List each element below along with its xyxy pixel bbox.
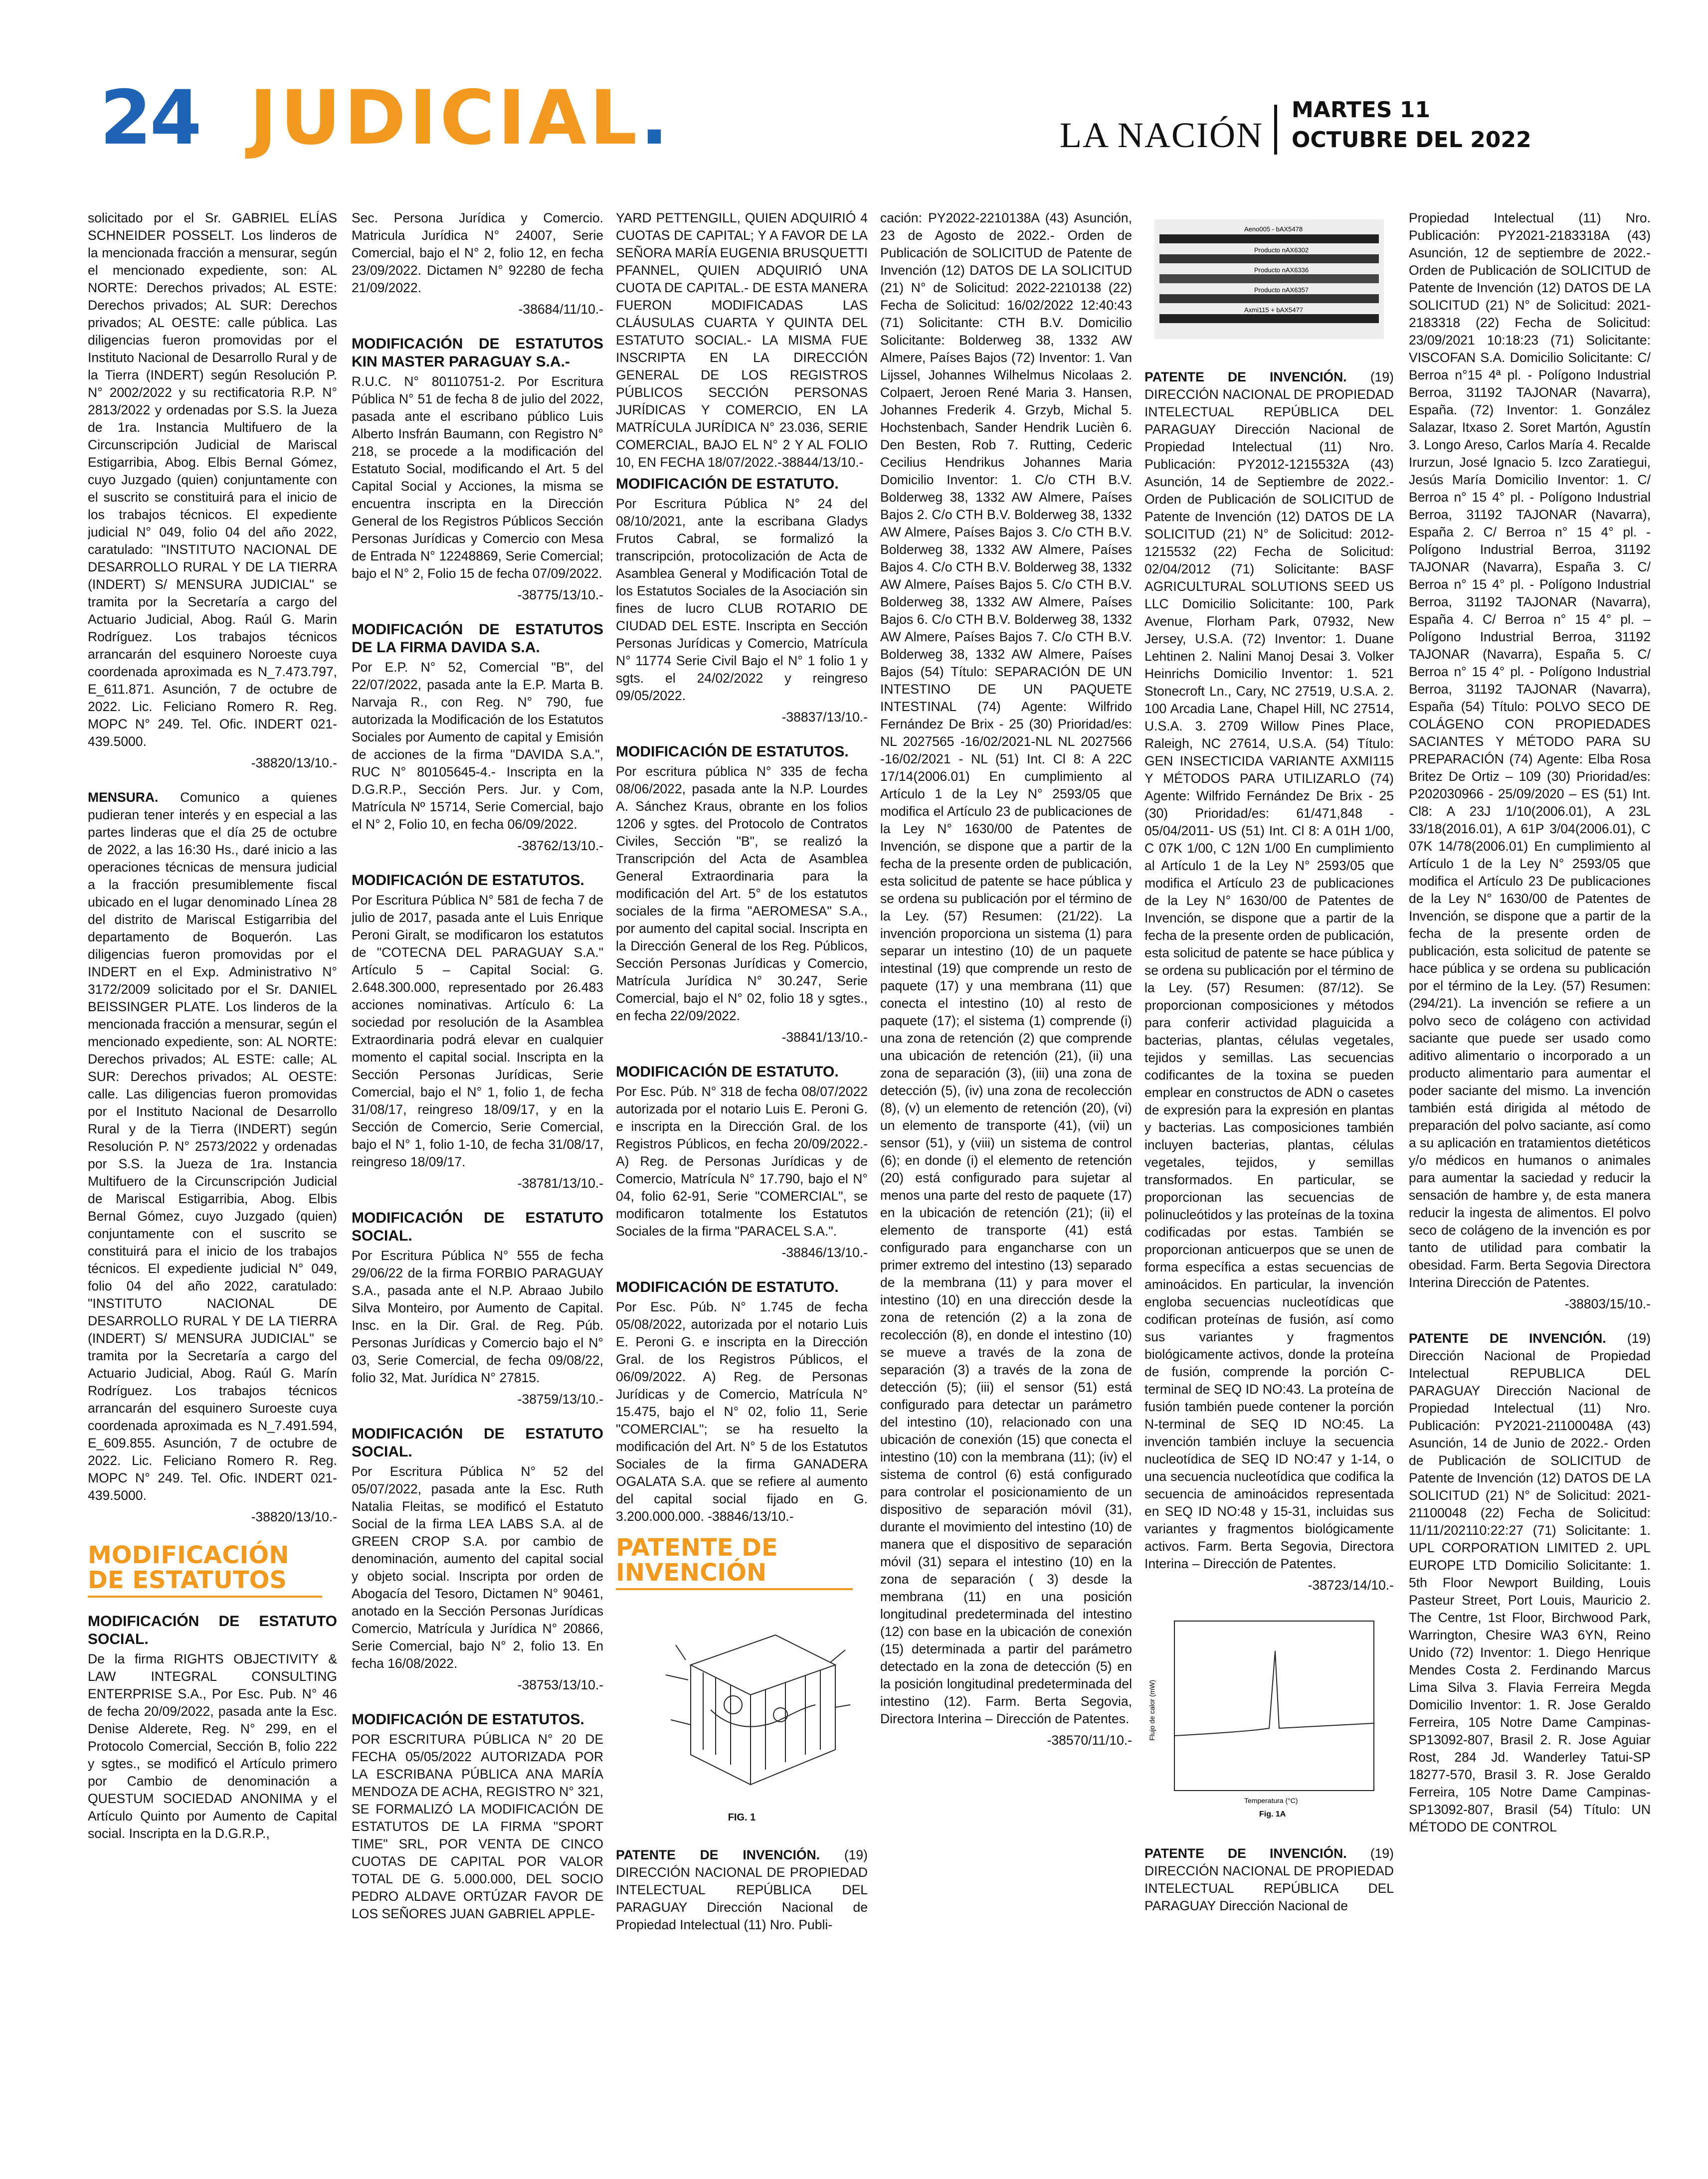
section-header-rule (616, 1588, 853, 1590)
notice-heading: MODIFICACIÓN DE ESTATUTO SOCIAL. (352, 1210, 603, 1244)
figure-caption: FIG. 1 (728, 1812, 756, 1823)
notice-ref: -38723/14/10.- (1308, 1578, 1394, 1593)
column-2 (352, 209, 603, 2154)
notice-text: Por Escritura Pública N° 555 de fecha 29/06/22 de la firma FORBIO PARAGUAY S.A., pasada ante el N.P. Abraao Jubilo Silva Monteiro, por Aumento de Capital. Insc. en la Dir. Gral. de Reg. Púb. Personas Jurídicas y Comercio bajo el N° 03, Serie Comercial, de fecha 09/08/22, folio 32, Mat. Jurídica N° 27815. (352, 1248, 603, 1385)
notice-heading: MODIFICACIÓN DE ESTATUTO. (616, 1279, 839, 1295)
notice-ref: -38775/13/10.- (517, 587, 603, 602)
patent-figure-machine (616, 1605, 868, 1826)
notice-text: Por E.P. N° 52, Comercial "B", del 22/07/2022, pasada ante la E.P. Marta B. Narvaja R., con Reg. N° 790, fue autorizada la Modificación de los Estatutos Sociales por Aumento de capital y Emisión de acciones de la firma "DAVIDA S.A.", RUC N° 80105645-4.- Inscripta en la D.G.R.P., Sección Pers. Jur. y Com, Matrícula Nº 15714, Serie Comercial, bajo el N° 2, Folio 10, en fecha 06/09/2022. (352, 660, 603, 832)
notice-text: Propiedad Intelectual (11) Nro. Publicación: PY2021-2183318A (43) Asunción, 12 de septiembre de 2022.- Orden de Publicación de SOLICITUD de Patente de Invención (12) DATOS DE LA SOLICITUD (21) N° de Solicitud: 2021-2183318 (22) Fecha de Solicitud: 23/09/2021 10:18:23 (71) Solicitante: VISCOFAN S.A. Domicilio Solicitante: C/ Berroa n°15 4ª pl. - Polígono Industrial Berroa, 31192 TAJONAR (Navarra), España. (72) Inventor: 1. González Salazar, Itxaso 2. Soret Martón, Agustín 3. Longo Areso, Carlos María 4. Recalde Irurzun, José Ignacio 5. Izco Zaratiegui, Jesús María Domicilio Inventor: 1. C/ Berroa n° 15 4° pl. - Polígono Industrial Berroa, 31192 TAJONAR (Navarra), España 2. C/ Berroa n° 15 4° pl. - Polígono Industrial Berroa, 31192 TAJONAR (Navarra), España 3. C/ Berroa n° 15 4° pl. - Polígono Industrial Berroa, 31192 TAJONAR (Navarra), España 4. C/ Berroa n° 15 4° pl. – Polígono Industrial Berroa, 31192 TAJONAR (Navarra), España 5. C/ Berroa n° 15 4° pl. - Polígono Industrial Berroa, 31192 TAJONAR (Navarra), España (54) Título: POLVO SECO DE COLÁGENO CON PROPIEDADES SACIANTES Y MÉTODO PARA SU PREPARACIÓN (74) Agente: Elba Rosa Britez De Ortiz – 109 (30) Prioridad/es: P202030966 - 25/09/2020 – ES (51) Int. Cl8: A 23J 1/10(2006.01), A 23L 33/18(2016.01), A 61P 3/04(2006.01), C 07K 14/78(2006.01) En cumplimiento al Artículo 1 de la Ley N° 2593/05 que modifica el Artículo 23 De publicaciones de la Ley N° 1630/00 de Patentes de Invención, se dispone que a partir de la fecha de la presente orden de publicación, esta solicitud de patente se hace pública y se ordena su publicación por el término de la Ley. (57) Resumen: (294/21). La invención se refiere a un polvo seco de colágeno con actividad saciante que puede ser usado como aditivo alimentario o incorporado a un producto alimentario para aumentar el poder saciante del mismo. La invención también está dirigida al método de preparación del polvo saciante, así como a su aplicación en tratamientos dietéticos y/o médicos en humanos o animales para aumentar la saciedad y reducir la sensación de hambre y, de esta manera reducir la ingesta de alimentos. El polvo seco de colágeno de la invención es por tanto de utilidad para combatir la obesidad. Farm. Berta Segovia Directora Interina Dirección de Patentes. (1409, 210, 1651, 1290)
notice-ref: -38762/13/10.- (517, 838, 603, 853)
section-title-text: JUDICIAL (249, 75, 640, 162)
column-5 (1144, 209, 1394, 2154)
y-axis-label: Flujo de calor (mW) (1148, 1679, 1156, 1741)
column-6 (1409, 209, 1651, 2154)
notice-text (88, 789, 337, 1504)
section-header-modificacion (88, 1543, 337, 1593)
notice-text (1144, 1845, 1394, 1915)
notice-ref: -38820/13/10.- (251, 1509, 337, 1524)
notice-body: (19) DIRECCIÓN NACIONAL DE PROPIEDAD INTELECTUAL REPÚBLICA DEL PARAGUAY Dirección Nacional de Propiedad Intelectual (11) Nro. Publi- (616, 1847, 868, 1932)
machine-drawing (616, 1605, 865, 1805)
notice-heading: MODIFICACIÓN DE ESTATUTOS. (352, 872, 584, 889)
notice-heading: MODIFICACIÓN DE ESTATUTO SOCIAL. (88, 1613, 337, 1647)
section-header-line: PATENTE DE (616, 1534, 778, 1562)
patent-figure-gel (1144, 214, 1394, 349)
gel-label: Aeno005 - bAX5478 (1244, 225, 1303, 233)
gel-image (1144, 214, 1394, 344)
notice-text: Por Esc. Púb. N° 318 de fecha 08/07/2022 autorizada por el notario Luis E. Peroni G. e inscripta en la Dirección Gral. de los Registros Públicos, en fecha 20/09/2022.- A) Reg. de Personas Jurídicas y de Comercio, Matrícula N° 17.790, bajo el N° 04, folio 62-91, Serie "COMERCIAL", se modificaron totalmente los Estatutos Sociales de la firma "PARACEL S.A.". (616, 1084, 868, 1239)
figure-caption: Fig. 1A (1259, 1810, 1286, 1818)
notice-ref: -38759/13/10.- (517, 1392, 603, 1407)
notice-text (1409, 1330, 1651, 1836)
notice-lead: PATENTE DE INVENCIÓN. (1144, 1846, 1347, 1861)
section-title-dot: . (640, 75, 672, 162)
notice-heading: MODIFICACIÓN DE ESTATUTOS KIN MASTER PARAGUAY S.A.- (352, 336, 603, 370)
section-header-line: INVENCIÓN (616, 1559, 767, 1587)
notice-ref: -38781/13/10.- (517, 1176, 603, 1191)
notice-text: POR ESCRITURA PÚBLICA N° 20 DE FECHA 05/05/2022 AUTORIZADA POR LA ESCRIBANA PÚBLICA ANA MARÍA MENDOZA DE ACHA, REGISTRO N° 321, SE FORMALIZÓ LA MODIFICACIÓN DE ESTATUTOS DE LA FIRMA "SPORT TIME" SRL, POR VENTA DE CINCO CUOTAS DE CAPITAL POR VALOR TOTAL DE G. 5.000.000, DEL SOCIO PEDRO ALDAVE ORTÚZAR FAVOR DE LOS SEÑORES JUAN GABRIEL APPLE- (352, 1732, 603, 1921)
gel-label: Producto nAX6336 (1254, 266, 1309, 274)
notice-lead: MENSURA. (88, 790, 159, 805)
notice-heading: MODIFICACIÓN DE ESTATUTOS DE LA FIRMA DAVIDA S.A. (352, 621, 603, 656)
notice-heading: MODIFICACIÓN DE ESTATUTO. (616, 1064, 839, 1080)
section-title (249, 75, 671, 162)
section-header-rule (88, 1596, 322, 1598)
notice-text: Por Escritura Pública N° 581 de fecha 7 de julio de 2017, pasada ante el Luis Enrique Peroni Giralt, se modificaron los estatutos de "COTECNA DEL PARAGUAY S.A." Artículo 5 – Capital Social: G. 2.648.300.000, representado por 26.483 acciones nominativas. Artículo 6: La sociedad por resolución de la Asamblea Extraordinaria podrá elevar en cualquier momento el capital social. Inscripta en la Sección Personas Jurídicas, Serie Comercial, bajo el N° 1, folio 1, de fecha 31/08/17, reingreso 18/09/17, y en la Sección de Comercio, Serie Comercial, bajo el N° 1, folio 1-10, de fecha 31/08/17, reingreso 18/09/17. (352, 893, 603, 1169)
notice-heading: MODIFICACIÓN DE ESTATUTO SOCIAL. (352, 1426, 603, 1460)
section-header-patente (616, 1535, 868, 1585)
notice-body: (19) DIRECCIÓN NACIONAL DE PROPIEDAD INTELECTUAL REPÚBLICA DEL PARAGUAY Dirección Nacional de (1144, 1846, 1394, 1913)
gel-label: Producto nAX6302 (1254, 246, 1309, 254)
notice-body: (19) Dirección Nacional de Propiedad Intelectual REPUBLICA DEL PARAGUAY Dirección Nacional de Propiedad Intelectual (11) Nro. Publicación: PY2021-21100048A (43) Asunción, 14 de Junio de 2022.- Orden de Publicación de SOLICITUD de Patente de Invención (12) DATOS DE LA SOLICITUD (21) N° de Solicitud: 2021-21100048 (22) Fecha de Solicitud: 11/11/202110:22:27 (71) Solicitante: 1. UPL CORPORATION LIMITED 2. UPL EUROPE LTD Domicilio Solicitante: 1. 5th Floor Newport Building, Louis Pasteur Street, Port Louis, Mauricio 2. The Centre, 1st Floor, Birchwood Park, Warrington, Chesire WA3 6YN, Reino Unido (72) Inventor: 1. Diego Henrique Mendes Costa 2. Ferdinando Marcus Lima Silva 3. Flavia Ferreira Megda Domicilio Inventor: 1. R. Jose Geraldo Ferreira, 105 Notre Dame Campinas-SP13092-807, Brasil 2. R. Jose Aguiar Rost, 284 Jd. Wanderley Tatui-SP 18277-570, Brasil 3. R. Jose Geraldo Ferreira, 105 Notre Dame Campinas-SP13092-807, Brasil (54) Título: UN MÉTODO DE CONTROL (1409, 1331, 1651, 1834)
issue-day: MARTES 11 (1292, 97, 1431, 123)
notice-lead: PATENTE DE INVENCIÓN. (616, 1847, 820, 1862)
notice-ref: -38803/15/10.- (1564, 1296, 1651, 1311)
newspaper-logo: LA NACIÓN (1060, 115, 1263, 155)
column-4 (880, 209, 1132, 2154)
notice-text: cación: PY2022-2210138A (43) Asunción, 23 de Agosto de 2022.- Orden de Publicación de SOLICITUD de Patente de Invención (12) DATOS DE LA SOLICITUD (21) N° de Solicitud: 2022-2210138 (22) Fecha de Solicitud: 16/02/2022 12:40:43 (71) Solicitante: CTH B.V. Domicilio Solicitante: Bolderweg 38, 1332 AW Almere, Países Bajos (72) Inventor: 1. Van Lijssel, Johannes Wilhelmus Nicolaas 2. Colpaert, Jeroen René Maria 3. Hansen, Johannes Frederik 4. Grzyb, Michal 5. Hochstenbach, Sander Hendrik Lucièn 6. Den Besten, Rob 7. Rutting, Cederic Cecilius Hendrikus Johannes Maria Domicilio Inventor: 1. C/o CTH B.V. Bolderweg 38, 1332 AW Almere, Países Bajos 2. C/o CTH B.V. Bolderweg 38, 1332 AW Almere, Países Bajos 3. C/o CTH B.V. Bolderweg 38, 1332 AW Almere, Países Bajos 4. C/o CTH B.V. Bolderweg 38, 1332 AW Almere, Países Bajos 5. C/o CTH B.V. Bolderweg 38, 1332 AW Almere, Países Bajos 6. C/o CTH B.V. Bolderweg 38, 1332 AW Almere, Países Bajos 7. C/o CTH B.V. Bolderweg 38, 1332 AW Almere, Países Bajos (54) Título: SEPARACIÓN DE UN INTESTINO DE UN PAQUETE INTESTINAL (74) Agente: Wilfrido Fernández De Brix - 25 (30) Prioridad/es: NL 2027565 -16/02/2021-NL NL 2027566 -16/02/2021 - NL (51) Int. Cl 8: A 22C 17/14(2006.01) En cumplimiento al Artículo 1 de la Ley N° 2593/05 que modifica el Artículo 23 de publicaciones de la Ley N° 1630/00 de Patentes de Invención, se dispone que a partir de la fecha de la presente orden de publicación, esta solicitud de patente se hace pública y se ordena su publicación por el término de la Ley. (57) Resumen: (21/22). La invención proporciona un sistema (1) para separar un intestino (10) de un paquete intestinal (19) que comprende un resto de paquete (17) y una membrana (11) que conecta el intestino (10) al resto de paquete (17); el sistema (1) comprende (i) una zona de retención (2) que comprende una ubicación de retención (21), (ii) una zona de separación (3), (iii) una zona de detección (5), (iv) una zona de recolección (8), (v) un elemento de retención (20), (vi) un elemento de transporte (41), (vii) un sensor (51), y (viii) un sistema de control (6); en donde (i) el elemento de retención (20) está configurado para sujetar al menos una parte del resto de paquete (17) en la ubicación de retención (21); (ii) el elemento de transporte (41) está configurado para engancharse con un primer extremo del intestino (13) separado de la membrana (11) y para mover el intestino (10) en una dirección desde la zona de retención (2) a la zona de recolección (8), en donde el intestino (10) se mueve a través de la zona de separación (3) a través de la zona de detección (5); (iii) el sensor (51) está configurado para detectar un parámetro del intestino (10), relacionado con una ubicación de conexión (15) que conecta el intestino (10) con la membrana (11); (iv) el sistema de control (6) está configurado para controlar el posicionamiento de un dispositivo de separación móvil (31), durante el movimiento del intestino (10) de manera que el dispositivo de separación móvil (31) separa el intestino (10) en la zona de separación ( 3) desde la membrana (11) en una posición longitudinal predeterminada del intestino (12) con base en la ubicación de conexión (15) determinada a partir del parámetro detectado en la zona de detección (5) en la posición longitudinal predeterminada del intestino (12). Farm. Berta Segovia, Directora Interina – Dirección de Patentes. (880, 210, 1132, 1726)
notice-ref: -38684/11/10.- (518, 302, 603, 317)
notice-ref: -38570/11/10.- (1047, 1733, 1132, 1748)
notice-heading: MODIFICACIÓN DE ESTATUTOS. (352, 1711, 584, 1728)
column-3 (616, 209, 868, 2154)
notice-lead: PATENTE DE INVENCIÓN. (1409, 1331, 1606, 1346)
page-number: 24 (100, 75, 200, 162)
notice-text: De la firma RIGHTS OBJECTIVITY & LAW INTEGRAL CONSULTING ENTERPRISE S.A., Por Esc. Pub. N° 46 de fecha 20/09/2022, pasada ante la Esc. Denise Alderete, Reg. N° 299, en el Protocolo Comercial, Sección B, folio 222 y sgtes., se modificó el Artículo primero por Cambio de denominación a QUESTUM SOCIEDAD ANONIMA y el Artículo Quinto por Aumento de Capital social. Inscripta en la D.G.R.P., (88, 1651, 337, 1841)
x-axis-label: Temperatura (°C) (1244, 1797, 1298, 1805)
notice-text (1144, 368, 1394, 1573)
notice-heading: MODIFICACIÓN DE ESTATUTO. (616, 476, 839, 492)
notice-text: Sec. Persona Jurídica y Comercio. Matricula Jurídica N° 24007, Serie Comercial, bajo el N° 2, folio 12, en fecha 23/09/2022. Dictamen N° 92280 de fecha 21/09/2022. (352, 210, 603, 295)
column-1 (88, 209, 337, 2154)
notice-text: solicitado por el Sr. GABRIEL ELÍAS SCHNEIDER POSSELT. Los linderos de la mencionada fracción a mensurar, según el mencionado expediente, son: AL NORTE: Derechos privados; AL ESTE: Derechos privados; AL SUR: Derechos privados; AL OESTE: calle pública. Las diligencias fueron promovidas por el Instituto Nacional de Desarrollo Rural y de la Tierra (INDERT) según Resolución P. N° 2002/2022 y su rectificatoria R.P. N° 2813/2022 y ordenadas por S.S. la Jueza de 1ra. Instancia Multifuero de la Circunscripción Judicial de Mariscal Estigarribia, Abog. Elbis Bernal Gómez, cuyo Juzgado (quien) conjuntamente con el suscrito se constituirá para el inicio de los trabajos técnicos. El expediente judicial N° 049, folio 04 del año 2022, caratulado: "INSTITUTO NACIONAL DE DESARROLLO RURAL Y DE LA TIERRA (INDERT) S/ MENSURA JUDICIAL" se tramita por la Secretaría a cargo del Actuario Judicial, Abog. Raúl G. Marin Rodríguez. Los trabajos técnicos arrancarán del esquinero Noroeste cuya coordenada aproximada es N_7.473.797, E_611.871. Asunción, 7 de octubre de 2022. Lic. Feliciano Romero R. Reg. MOPC N° 249. Tel. Ofic. INDERT 021-439.5000. (88, 210, 337, 749)
notice-text: Por escritura pública N° 335 de fecha 08/06/2022, pasada ante la N.P. Lourdes A. Sánchez Kraus, obrante en los folios 1206 y sgtes. del Protocolo de Contratos Civiles, Sección "B", se realizó la Transcripción del Acta de Asamblea General Extraordinaria para la modificación del Art. 5° de los estatutos sociales de la firma "AEROMESA" S.A., por aumento del capital social. Inscripta en la Dirección General de los Reg. Públicos, Sección Personas Jurídicas y Comercio, Matrícula Jurídica N° 30.247, Serie Comercial, bajo el N° 02, folio 18 y sgtes., en fecha 22/09/2022. (616, 764, 868, 1023)
header-divider (1274, 105, 1277, 155)
section-header-line: DE ESTATUTOS (88, 1566, 287, 1594)
notice-text: R.U.C. N° 80110751-2. Por Escritura Pública N° 51 de fecha 8 de julio del 2022, pasada ante el escribano público Luis Alberto Insfrán Baumann, con Registro N° 218, se procede a la modificación del Estatuto Social, modificando el Art. 5 del Capital Social y Acciones, la misma se encuentra inscripta en la Dirección General de los Registros Públicos Sección Personas Jurídicas y Comercio con Mesa de Entrada N° 12248869, Serie Comercial; bajo el N° 2, Folio 15 de fecha 07/09/2022. (352, 374, 603, 581)
notice-body: Comunico a quienes pudieran tener interés y en especial a las partes linderas que el día 25 de octubre de 2022, a las 16:30 Hs., daré inicio a las operaciones técnicas de mensura judicial a la fracción presumiblemente fiscal ubicado en el lugar denominado Línea 28 del distrito de Mariscal Estigarribia del departamento de Boquerón. Las diligencias fueron promovidas por el INDERT en el Exp. Administrativo N° 3172/2009 solicitado por el Sr. DANIEL BEISSINGER PLATE. Los linderos de la mencionada fracción a mensurar, según el mencionado expediente, son: AL NORTE: Derechos privados; AL ESTE: calle; AL SUR: Derechos privados; AL OESTE: calle. Las diligencias fueron promovidas por el Instituto Nacional de Desarrollo Rural y de la Tierra (INDERT) según Resolución P. N° 2573/2022 y ordenadas por S.S. la Jueza de 1ra. Instancia Multifuero de la Circunscripción Judicial de Mariscal Estigarribia, Abog. Elbis Bernal Gómez, cuyo Juzgado (quien) conjuntamente con el suscrito se constituirá para el inicio de los trabajos técnicos. El expediente judicial N° 049, folio 04 del año 2022, caratulado: "INSTITUTO NACIONAL DE DESARROLLO RURAL Y DE LA TIERRA (INDERT) S/ MENSURA JUDICIAL" se tramita por la Secretaría a cargo del Actuario Judicial, Abog. Raúl G. Marín Rodríguez. Los trabajos técnicos arrancarán del esquinero Suroeste cuya coordenada aproximada es N_7.491.594, E_609.855. Asunción, 7 de octubre de 2022. Lic. Feliciano Romero R. Reg. MOPC N° 249. Tel. Ofic. INDERT 021-439.5000. (88, 790, 337, 1503)
notice-ref: -38846/13/10.- (781, 1245, 868, 1260)
issue-date: OCTUBRE DEL 2022 (1292, 127, 1531, 153)
notice-text: Por Escritura Pública N° 24 del 08/10/2021, ante la escribana Gladys Frutos Cabral, se formalizó la transcripción, protocolización de Acta de Asamblea General y Modificación Total de los Estatutos Sociales de la Asociación sin fines de lucro CLUB ROTARIO DE CIUDAD DEL ESTE. Inscripta en Sección Personas Jurídicas y Comercio, Matrícula N° 11774 Serie Civil Bajo el N° 1 folio 1 y sgts. el 24/02/2022 y reingreso 09/05/2022. (616, 496, 868, 703)
notice-text: Por Esc. Púb. N° 1.745 de fecha 05/08/2022, autorizada por el notario Luis E. Peroni G. e inscripta en la Dirección Gral. de los Registros Públicos, el 06/09/2022. A) Reg. de Personas Jurídicas y de Comercio, Matrícula N° 15.475, bajo el N° 02, folio 11, Serie "COMERCIAL"; se ha resuelto la modificación del Art. N° 5 de los Estatutos Sociales de la firma GANADERA OGALATA S.A. que se refiere al aumento del capital social fijado en G. 3.200.000.000. -38846/13/10.- (616, 1299, 868, 1524)
notice-lead: PATENTE DE INVENCIÓN. (1144, 369, 1347, 384)
gel-label: Axmi115 + bAX5477 (1244, 306, 1303, 314)
gel-label: Producto nAX6357 (1254, 286, 1309, 294)
notice-heading: MODIFICACIÓN DE ESTATUTOS. (616, 743, 849, 760)
section-header-line: MODIFICACIÓN (88, 1541, 289, 1569)
page-header (0, 0, 1708, 160)
notice-text: Por Escritura Pública N° 52 del 05/07/2022, pasada ante la Esc. Ruth Natalia Fleitas, se modificó el Estatuto Social de la firma LEA LABS S.A. al de GREEN CROP S.A. por cambio de denominación, aumento del capital social y objeto social. Inscripta por orden de Abogacía del Tesoro, Dictamen N° 90461, anotado en la Sección Personas Jurídicas Comercio, Matrícula y Jurídica N° 20866, Serie Comercial, bajo N° 2, folio 13. En fecha 16/08/2022. (352, 1464, 603, 1671)
notice-ref: -38837/13/10.- (781, 710, 868, 725)
notice-ref: -38841/13/10.- (781, 1030, 868, 1045)
patent-figure-thermogram (1144, 1611, 1394, 1825)
notice-text (616, 1846, 868, 1934)
notice-ref: -38820/13/10.- (251, 755, 337, 770)
notice-text: YARD PETTENGILL, QUIEN ADQUIRIÓ 4 CUOTAS DE CAPITAL; Y A FAVOR DE LA SEÑORA MARÍA EUGENIA BRUSQUETTI PFANNEL, QUIEN ADQUIRIÓ UNA CUOTA DE CAPITAL.- DE ESTA MANERA FUERON MODIFICADAS LAS CLÁUSULAS CUARTA Y QUINTA DEL ESTATUTO SOCIAL.- LA MISMA FUE INSCRIPTA EN LA DIRECCIÓN GENERAL DE LOS REGISTROS PÚBLICOS SECCIÓN PERSONAS JURÍDICAS Y COMERCIO, EN LA MATRÍCULA JURÍDICA N° 23.036, SERIE COMERCIAL, BAJO EL N° 2 Y AL FOLIO 10, EN FECHA 18/07/2022.-38844/13/10.- (616, 210, 868, 470)
notice-body: (19) DIRECCIÓN NACIONAL DE PROPIEDAD INTELECTUAL REPÚBLICA DEL PARAGUAY Dirección Nacional de Propiedad Intelectual (11) Nro. Publicación: PY2012-1215532A (43) Asunción, 14 de Septiembre de 2022.- Orden de Publicación de SOLICITUD de Patente de Invención (12) DATOS DE LA SOLICITUD (21) N° de Solicitud: 2012-1215532 (22) Fecha de Solicitud: 02/04/2012 (71) Solicitante: BASF AGRICULTURAL SOLUTIONS SEED US LLC Domicilio Solicitante: 100, Park Avenue, Florham Park, 07932, New Jersey, U.S.A. (72) Inventor: 1. Duane Lehtinen 2. Nalini Manoj Desai 3. Volker Heinrichs Domicilio Inventor: 1. 521 Stonecroft Ln., Cary, NC 27519, U.S.A. 2. 100 Arcadia Lane, Chapel Hill, NC 27514, U.S.A. 3. 2709 Willow Pines Place, Raleigh, NC 27614, U.S.A. (54) Título: GEN INSECTICIDA VARIANTE AXMI115 Y MÉTODOS PARA UTILIZARLO (74) Agente: Wilfrido Fernández De Brix - 25 (30) Prioridad/es: 61/471,848 - 05/04/2011- US (51) Int. Cl 8: A 01H 1/00, C 07K 1/00, C 12N 1/00 En cumplimiento al Artículo 1 de la Ley N° 2593/05 que modifica el Artículo 23 de publicaciones de la Ley N° 1630/00 de Patentes de Invención, se dispone que a partir de la fecha de la presente orden de publicación, esta solicitud de patente se hace pública y se ordena su publicación por el término de la Ley. (57) Resumen: (87/12). Se proporcionan composiciones y métodos para conferir actividad plaguicida a bacterias, plantas, células vegetales, tejidos y semillas. Las secuencias codificantes de la toxina se pueden emplear en constructos de ADN o casetes de expresión para la expresión en plantas y bacterias. Las composiciones también incluyen bacterias, plantas, células vegetales, tejidos, y semillas transformados. En particular, se proporcionan las secuencias de polinucleótidos y las proteínas de la toxina codificadas por estas. También se proporcionan anticuerpos que se unen de forma específica a estas secuencias de aminoácidos. En particular, la invención engloba secuencias nucleotídicas que codifican proteínas de fusión, así como sus variantes y fragmentos biológicamente activos, donde la proteína de fusión, comprende la porción C-terminal de SEQ ID NO:43. La proteína de fusión también puede contener la porción N-terminal de SEQ ID NO:45. La invención también incluye la secuencia nucleotídica de SEQ ID NO:47 y 1-14, o una secuencia nucleotídica que codifica la secuencia de aminoácidos representada en SEQ ID NO:48 y 15-31, incluidas sus variantes y fragmentos biológicamente activos. Farm. Berta Segovia, Directora Interina – Dirección de Patentes. (1144, 369, 1394, 1571)
notice-ref: -38753/13/10.- (517, 1677, 603, 1692)
thermogram-plot (1144, 1611, 1394, 1820)
